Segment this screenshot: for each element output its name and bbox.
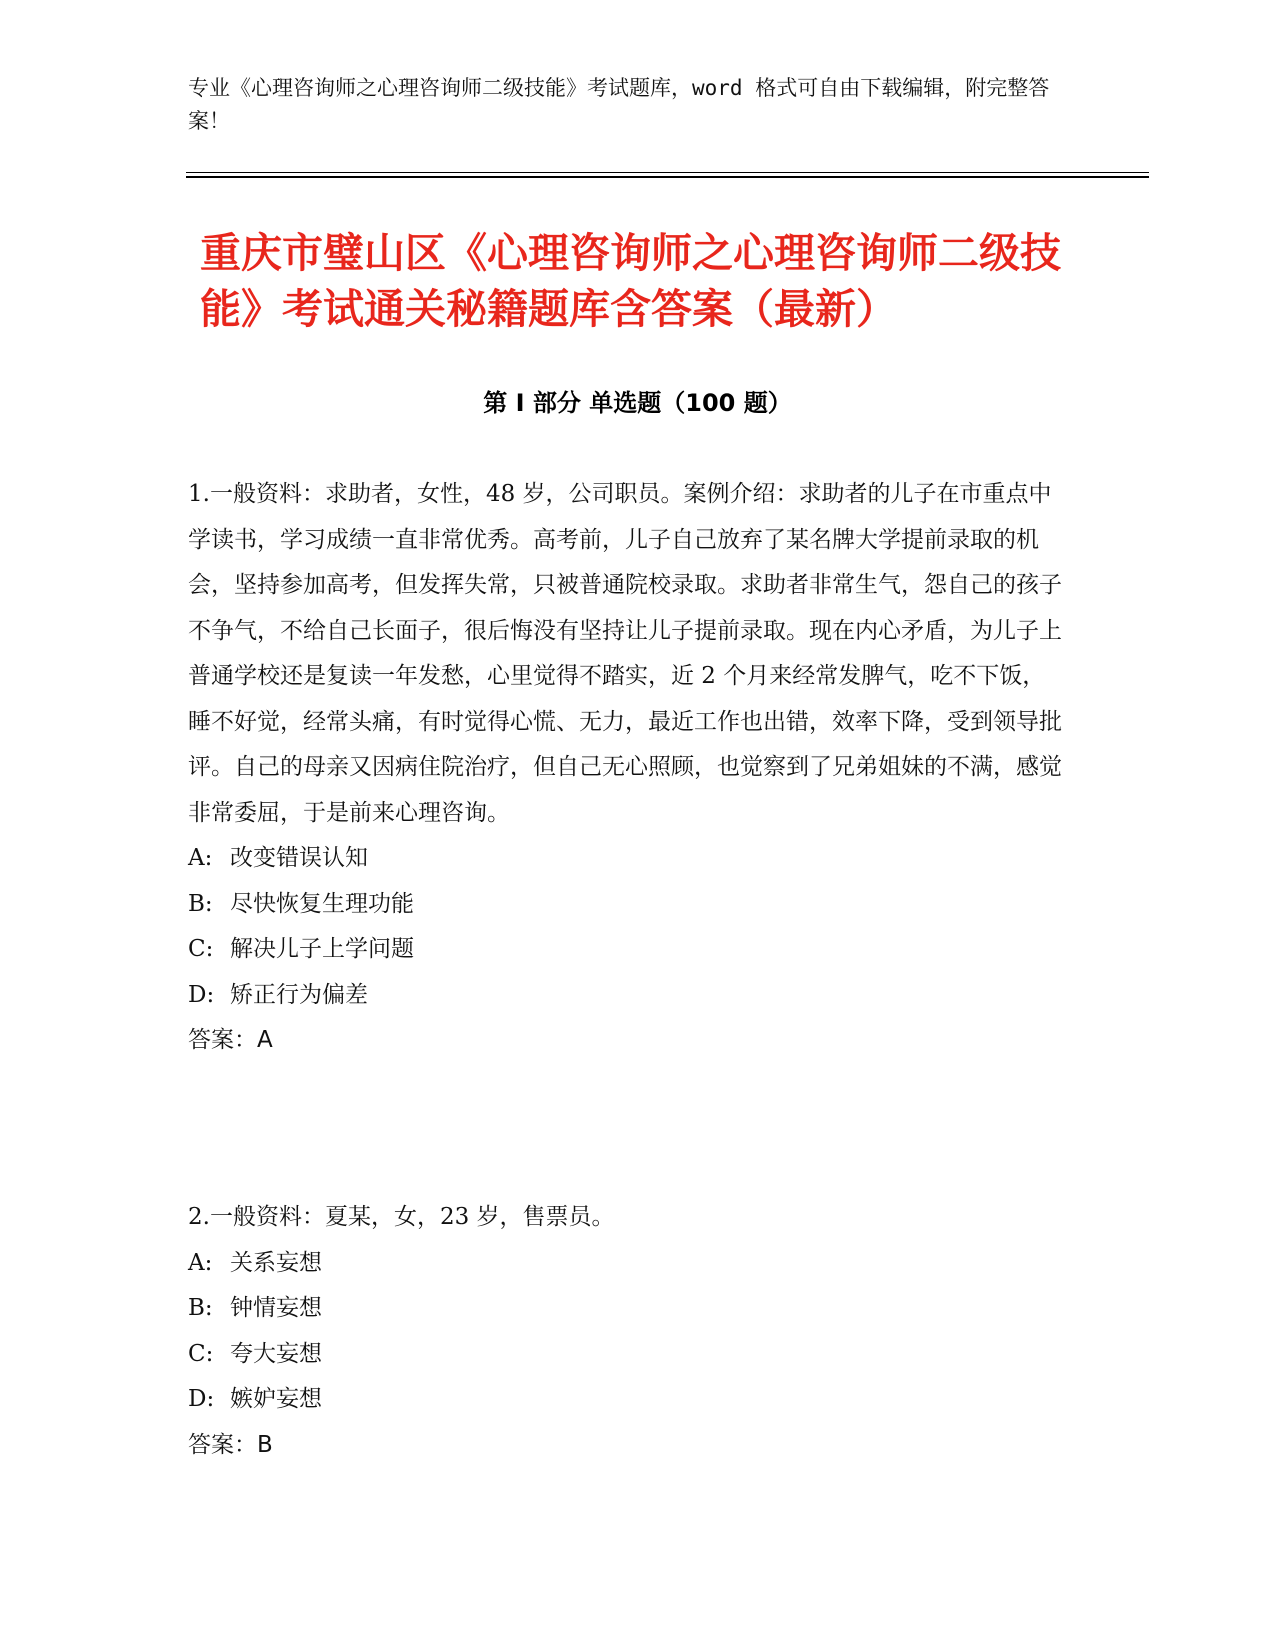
option-c <box>188 927 1068 973</box>
option-text: 改变错误认知 <box>230 845 368 871</box>
option-key: D: <box>188 1386 215 1412</box>
option-key: C: <box>188 1340 214 1367</box>
document-title: 重庆市璧山区《心理咨询师之心理咨询师二级技能》考试通关秘籍题库含答案（最新） <box>200 229 1061 333</box>
option-b <box>188 882 1068 928</box>
option-text: 关系妄想 <box>230 1249 322 1276</box>
option-c <box>188 1332 1068 1378</box>
question-stem: 1.一般资料：求助者，女性，48 岁，公司职员。案例介绍：求助者的儿子在市重点中学读书，学习成绩一直非常优秀。高考前，儿子自己放弃了某名牌大学提前录取的机会，坚持参加高考，但发挥失常，只被普通院校录取。求助者非常生气，怨自己的孩子不争气，不给自己长面子，很后悔没有坚持让儿子提前录取。现在内心矛盾，为儿子上普通学校还是复读一年发愁，心里觉得不踏实，近 2 个月来经常发脾气，吃不下饭，睡不好觉，经常头痛，有时觉得心慌、无力，最近工作也出错，效率下降，受到领导批评。自己的母亲又因病住院治疗，但自己无心照顾，也觉察到了兄弟姐妹的不满，感觉非常委屈，于是前来心理咨询。 <box>188 481 1062 826</box>
option-text: 解决儿子上学问题 <box>230 936 414 962</box>
option-text: 钟情妄想 <box>230 1295 322 1321</box>
option-key: B: <box>188 890 213 917</box>
option-b <box>188 1286 1068 1332</box>
option-key: D: <box>188 981 215 1008</box>
option-d <box>188 973 1068 1019</box>
option-text: 矫正行为偏差 <box>230 981 368 1008</box>
header-divider-thin <box>186 172 1149 173</box>
option-key: B: <box>188 1295 213 1321</box>
option-a <box>188 1241 1068 1287</box>
header-divider-thick <box>186 176 1149 178</box>
section-title: 第 I 部分 单选题（100 题） <box>483 389 792 417</box>
option-text: 嫉妒妄想 <box>230 1386 322 1412</box>
question-1 <box>188 472 1068 1064</box>
option-key: C: <box>188 936 214 962</box>
option-key: A: <box>188 1249 213 1276</box>
option-key: A: <box>188 845 213 871</box>
question-stem: 2.一般资料：夏某，女，23 岁，售票员。 <box>188 1204 615 1230</box>
answer: 答案：A <box>188 1027 273 1053</box>
header-note: 专业《心理咨询师之心理咨询师二级技能》考试题库，word 格式可自由下载编辑，附完整答案！ <box>188 76 1050 133</box>
question-2 <box>188 1195 1068 1468</box>
option-d <box>188 1377 1068 1423</box>
option-a <box>188 836 1068 882</box>
option-text: 夸大妄想 <box>230 1340 322 1367</box>
option-text: 尽快恢复生理功能 <box>230 890 414 917</box>
answer: 答案：B <box>188 1431 273 1458</box>
